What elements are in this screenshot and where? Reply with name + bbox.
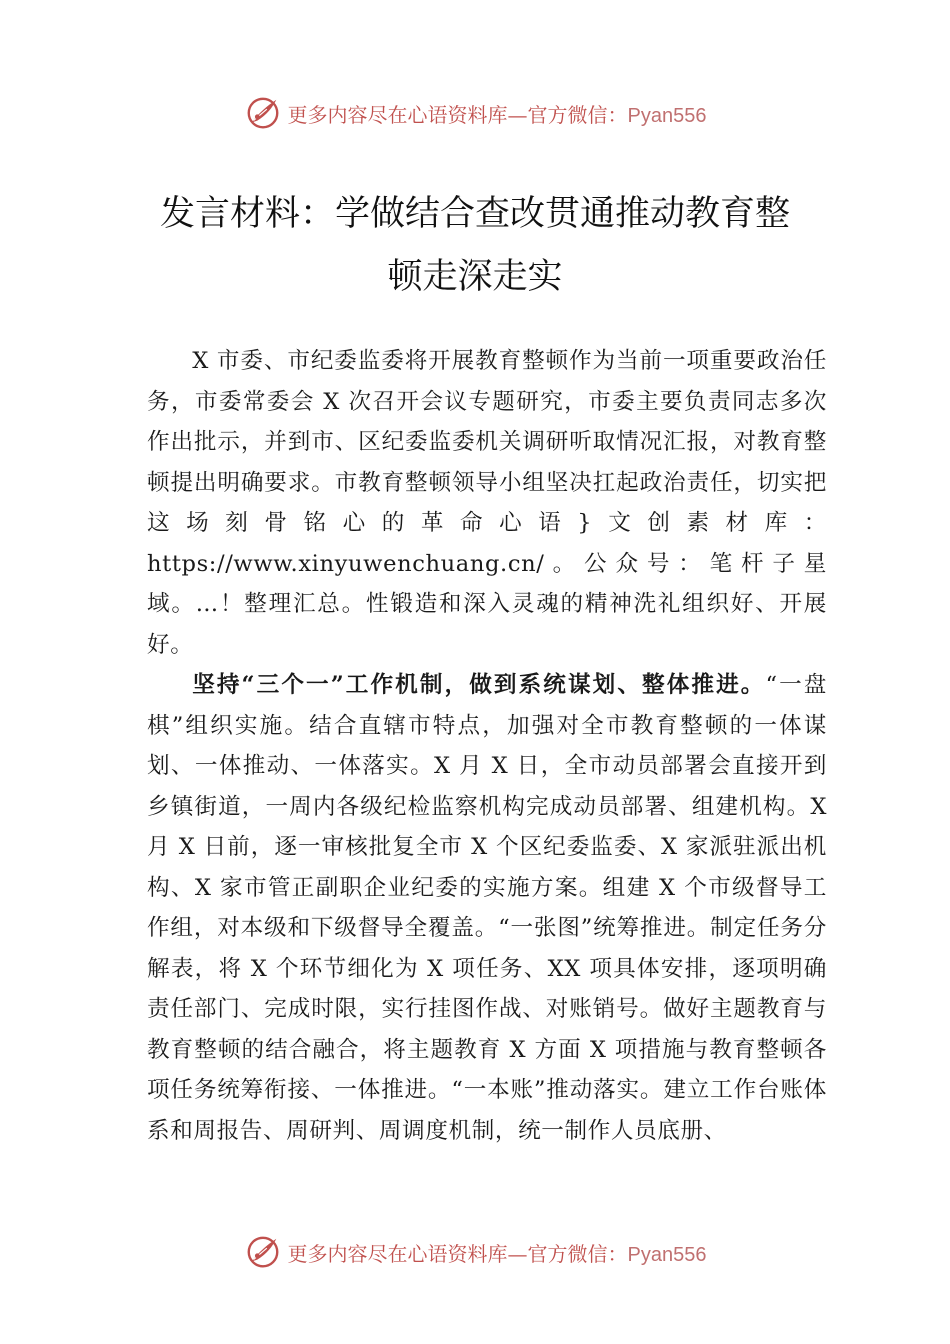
watermark-text bbox=[288, 99, 707, 128]
quill-pen-logo-icon bbox=[244, 94, 282, 132]
body-paragraph-1: X 市委、市纪委监委将开展教育整顿作为当前一项重要政治任务，市委常委会 X 次召开会议专题研究，市委主要负责同志多次作出批示，并到市、区纪委监委机关调研听取情况汇报，对教育整顿提出明确要求。市教育整顿领导小组坚决扛起政治责任，切实把这场刻骨铭心的革命心语}文创素材库：https://www.xinyuwenchuang.cn/。公众号：笔杆子星域。…！整理汇总。性锻造和深入灵魂的精神洗礼组织好、开展好。 bbox=[147, 348, 827, 658]
watermark-text bbox=[288, 1238, 707, 1267]
watermark-slogan: 更多内容尽在心语资料库—官方微信： bbox=[287, 1241, 628, 1266]
footer-watermark-banner bbox=[0, 1232, 950, 1272]
section-body: “一盘棋”组织实施。结合直辖市特点，加强对全市教育整顿的一体谋划、一体推动、一体落实。X 月 X 日，全市动员部署会直接开到乡镇街道，一周内各级纪检监察机构完成动员部署、组建机构。X 月 X 日前，逐一审核批复全市 X 个区纪委监委、X 家派驻派出机构、X 家市管正副职企业纪委的实施方案。组建 X 个市级督导工作组，对本级和下级督导全覆盖。“一张图”统筹推进。制定任务分解表，将 X 个环节细化为 X 项任务、XX 项具体安排，逐项明确责任部门、完成时限，实行挂图作战、对账销号。做好主题教育与教育整顿的结合融合，将主题教育 X 方面 X 项措施与教育整顿各项任务统筹衔接、一体推进。“一本账”推动落实。建立工作台账体系和周报告、周研判、周调度机制，统一制作人员底册、 bbox=[147, 672, 827, 1144]
document-title-line-2: 顿走深走实 bbox=[387, 257, 563, 297]
body-paragraph-2 bbox=[147, 665, 827, 1151]
header-watermark-banner bbox=[0, 93, 950, 133]
watermark-wechat-id: Pyan556 bbox=[627, 104, 707, 127]
watermark-slogan: 更多内容尽在心语资料库—官方微信： bbox=[287, 102, 628, 127]
document-body bbox=[147, 341, 827, 1151]
document-title-line-1: 发言材料：学做结合查改贯通推动教育整 bbox=[159, 194, 790, 234]
watermark-wechat-id: Pyan556 bbox=[627, 1243, 707, 1266]
quill-pen-logo-icon bbox=[244, 1233, 282, 1271]
section-heading: 坚持“三个一”工作机制，做到系统谋划、整体推进。 bbox=[192, 672, 766, 698]
